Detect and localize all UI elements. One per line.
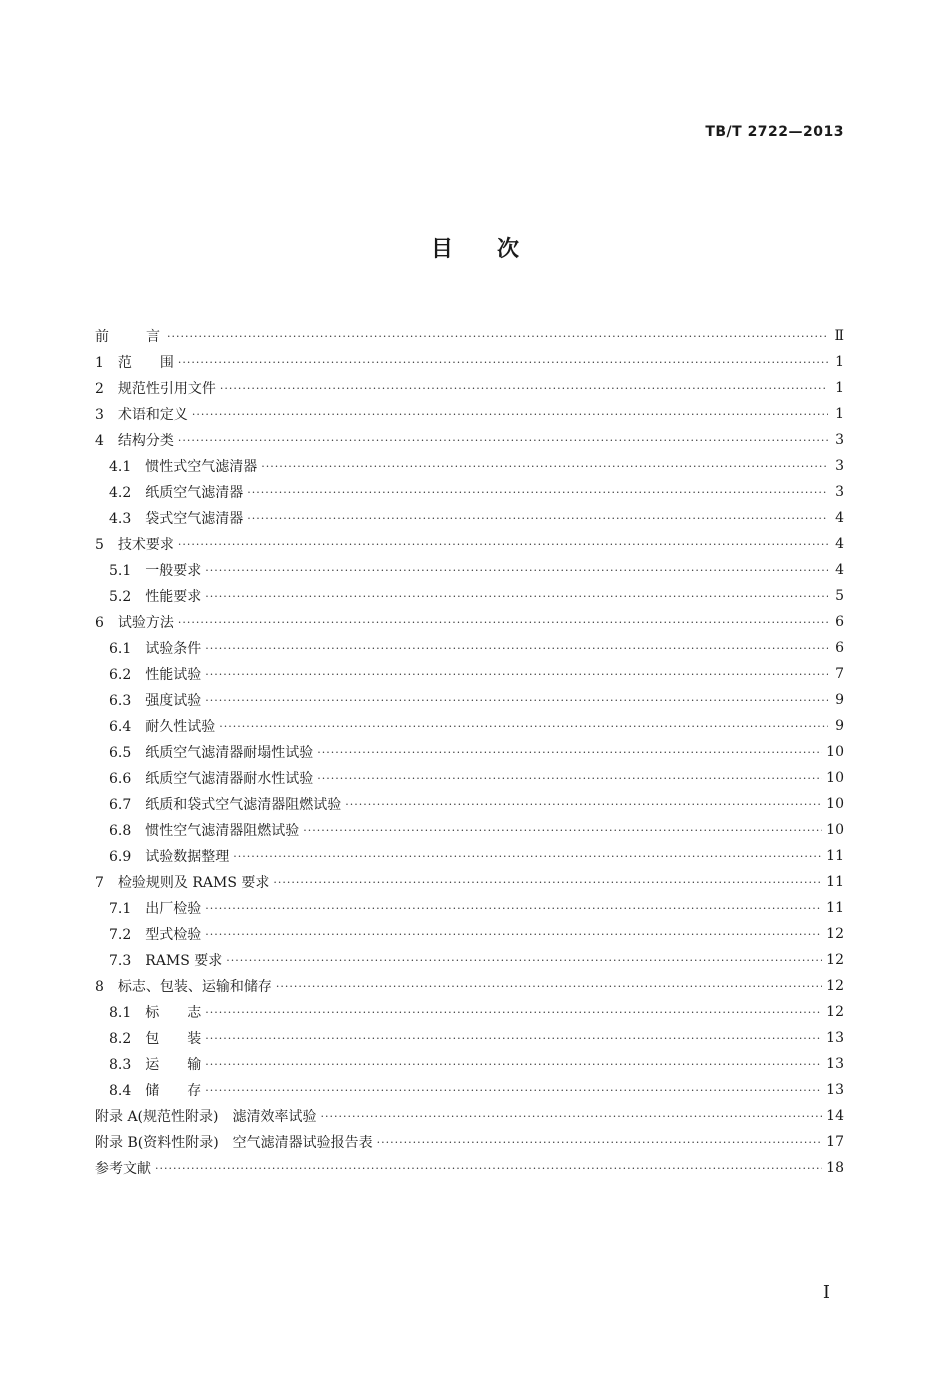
toc-entry-page: 7 [835, 666, 844, 682]
toc-entry-label: 1 范 围 [95, 355, 174, 371]
toc-entry[interactable] [95, 895, 844, 921]
toc-leader-dots [345, 798, 822, 811]
toc-leader-dots [320, 1110, 822, 1123]
toc-entry-label: 6.6 纸质空气滤清器耐水性试验 [109, 771, 314, 787]
toc-leader-dots [247, 512, 828, 525]
toc-entry[interactable] [95, 323, 844, 349]
toc-entry-label: 2 规范性引用文件 [95, 381, 216, 397]
toc-entry-label: 7.3 RAMS 要求 [109, 953, 223, 969]
toc-leader-dots [205, 928, 822, 941]
toc-leader-dots [205, 1006, 822, 1019]
toc-entry-page: 4 [835, 536, 844, 552]
toc-entry-page: 3 [835, 484, 844, 500]
toc-entry-page: 9 [835, 692, 844, 708]
toc-leader-dots [155, 1162, 822, 1175]
toc-leader-dots [226, 954, 822, 967]
toc-entry[interactable] [95, 947, 844, 973]
toc-entry[interactable] [95, 1103, 844, 1129]
toc-entry-page: 10 [826, 770, 844, 786]
toc-entry[interactable] [95, 765, 844, 791]
toc-entry-label: 6.4 耐久性试验 [109, 719, 216, 735]
toc-entry-label: 8.1 标 志 [109, 1005, 202, 1021]
toc-entry-label: 4.1 惯性式空气滤清器 [109, 459, 258, 475]
toc-entry-page: 13 [826, 1030, 844, 1046]
toc-leader-dots [273, 876, 822, 889]
toc-entry[interactable] [95, 973, 844, 999]
toc-entry-label: 6.5 纸质空气滤清器耐塌性试验 [109, 745, 314, 761]
toc-leader-dots [178, 616, 828, 629]
toc-entry[interactable] [95, 869, 844, 895]
toc-leader-dots [220, 382, 828, 395]
table-of-contents [95, 323, 844, 1181]
toc-entry[interactable] [95, 843, 844, 869]
toc-entry-page: 5 [835, 588, 844, 604]
toc-entry-page: 10 [826, 744, 844, 760]
toc-leader-dots [247, 486, 828, 499]
toc-entry[interactable] [95, 921, 844, 947]
toc-entry-label: 8.2 包 装 [109, 1031, 202, 1047]
toc-entry-page: 4 [835, 510, 844, 526]
toc-entry-page: 11 [826, 848, 844, 864]
toc-entry-label: 7.2 型式检验 [109, 927, 202, 943]
toc-entry-page: 9 [835, 718, 844, 734]
toc-entry-label: 附录 A(规范性附录) 滤清效率试验 [95, 1109, 317, 1125]
toc-entry-page: 3 [835, 432, 844, 448]
toc-entry[interactable] [95, 375, 844, 401]
toc-leader-dots [276, 980, 822, 993]
toc-leader-dots [205, 694, 828, 707]
toc-leader-dots [167, 330, 828, 343]
toc-leader-dots [205, 642, 828, 655]
toc-leader-dots [233, 850, 822, 863]
toc-entry-label: 3 术语和定义 [95, 407, 188, 423]
toc-entry[interactable] [95, 1051, 844, 1077]
toc-entry-label: 6 试验方法 [95, 615, 174, 631]
toc-leader-dots [261, 460, 828, 473]
toc-entry-page: 4 [835, 562, 844, 578]
standard-code: TB/T 2722—2013 [705, 124, 844, 140]
toc-entry-label: 6.1 试验条件 [109, 641, 202, 657]
toc-entry[interactable] [95, 713, 844, 739]
toc-entry-page: 11 [826, 874, 844, 890]
toc-entry-label: 8 标志、包装、运输和储存 [95, 979, 272, 995]
toc-entry-page: 10 [826, 822, 844, 838]
page-number: Ⅰ [822, 1282, 830, 1303]
toc-entry-label: 7 检验规则及 RAMS 要求 [95, 875, 270, 891]
toc-entry-page: 11 [826, 900, 844, 916]
toc-entry-label: 6.7 纸质和袋式空气滤清器阻燃试验 [109, 797, 342, 813]
toc-entry[interactable] [95, 349, 844, 375]
toc-entry-label: 前 言 [95, 329, 163, 345]
toc-entry[interactable] [95, 1129, 844, 1155]
toc-entry[interactable] [95, 1025, 844, 1051]
toc-entry-label: 4.3 袋式空气滤清器 [109, 511, 244, 527]
toc-entry-label: 5.2 性能要求 [109, 589, 202, 605]
toc-leader-dots [178, 434, 828, 447]
toc-entry-page: 10 [826, 796, 844, 812]
toc-leader-dots [205, 902, 822, 915]
toc-entry[interactable] [95, 557, 844, 583]
toc-entry[interactable] [95, 1155, 844, 1181]
toc-leader-dots [303, 824, 822, 837]
toc-leader-dots [205, 1058, 822, 1071]
toc-entry-page: 6 [835, 640, 844, 656]
toc-entry-page: 1 [835, 380, 844, 396]
toc-entry-label: 5 技术要求 [95, 537, 174, 553]
toc-entry[interactable] [95, 479, 844, 505]
toc-entry[interactable] [95, 817, 844, 843]
toc-entry[interactable] [95, 999, 844, 1025]
toc-entry-page: 3 [835, 458, 844, 474]
toc-entry[interactable] [95, 739, 844, 765]
toc-entry[interactable] [95, 531, 844, 557]
toc-entry-label: 4 结构分类 [95, 433, 174, 449]
toc-leader-dots [192, 408, 828, 421]
toc-entry-label: 5.1 一般要求 [109, 563, 202, 579]
toc-leader-dots [317, 746, 822, 759]
toc-entry-label: 6.3 强度试验 [109, 693, 202, 709]
toc-leader-dots [205, 668, 828, 681]
page-title: 目次 [430, 237, 563, 262]
toc-entry-label: 4.2 纸质空气滤清器 [109, 485, 244, 501]
toc-entry[interactable] [95, 661, 844, 687]
toc-leader-dots [377, 1136, 823, 1149]
toc-entry-label: 8.3 运 输 [109, 1057, 202, 1073]
toc-leader-dots [205, 590, 828, 603]
toc-entry-label: 附录 B(资料性附录) 空气滤清器试验报告表 [95, 1135, 373, 1151]
toc-entry[interactable] [95, 453, 844, 479]
toc-entry[interactable] [95, 427, 844, 453]
toc-entry[interactable] [95, 583, 844, 609]
toc-entry[interactable] [95, 505, 844, 531]
toc-entry[interactable] [95, 687, 844, 713]
toc-entry-label: 参考文献 [95, 1161, 151, 1177]
toc-entry-page: 1 [835, 354, 844, 370]
toc-entry-page: 12 [826, 978, 844, 994]
toc-entry-page: 1 [835, 406, 844, 422]
toc-leader-dots [178, 538, 828, 551]
toc-entry-page: 13 [826, 1056, 844, 1072]
toc-leader-dots [205, 1032, 822, 1045]
toc-entry-label: 7.1 出厂检验 [109, 901, 202, 917]
toc-entry-page: 12 [826, 1004, 844, 1020]
toc-leader-dots [205, 564, 828, 577]
toc-entry-label: 8.4 储 存 [109, 1083, 202, 1099]
toc-entry-page: 18 [826, 1160, 844, 1176]
toc-entry-page: 14 [826, 1108, 844, 1124]
toc-entry-page: 12 [826, 952, 844, 968]
toc-entry[interactable] [95, 635, 844, 661]
toc-entry-page: 17 [826, 1134, 844, 1150]
toc-entry[interactable] [95, 401, 844, 427]
toc-leader-dots [205, 1084, 822, 1097]
toc-entry[interactable] [95, 609, 844, 635]
toc-entry-page: Ⅱ [834, 328, 844, 344]
toc-entry[interactable] [95, 791, 844, 817]
toc-leader-dots [317, 772, 822, 785]
toc-entry-page: 6 [835, 614, 844, 630]
toc-entry-page: 13 [826, 1082, 844, 1098]
toc-entry-label: 6.9 试验数据整理 [109, 849, 230, 865]
toc-entry-page: 12 [826, 926, 844, 942]
toc-leader-dots [178, 356, 828, 369]
toc-entry-label: 6.2 性能试验 [109, 667, 202, 683]
toc-leader-dots [219, 720, 828, 733]
toc-entry[interactable] [95, 1077, 844, 1103]
toc-entry-label: 6.8 惯性空气滤清器阻燃试验 [109, 823, 300, 839]
